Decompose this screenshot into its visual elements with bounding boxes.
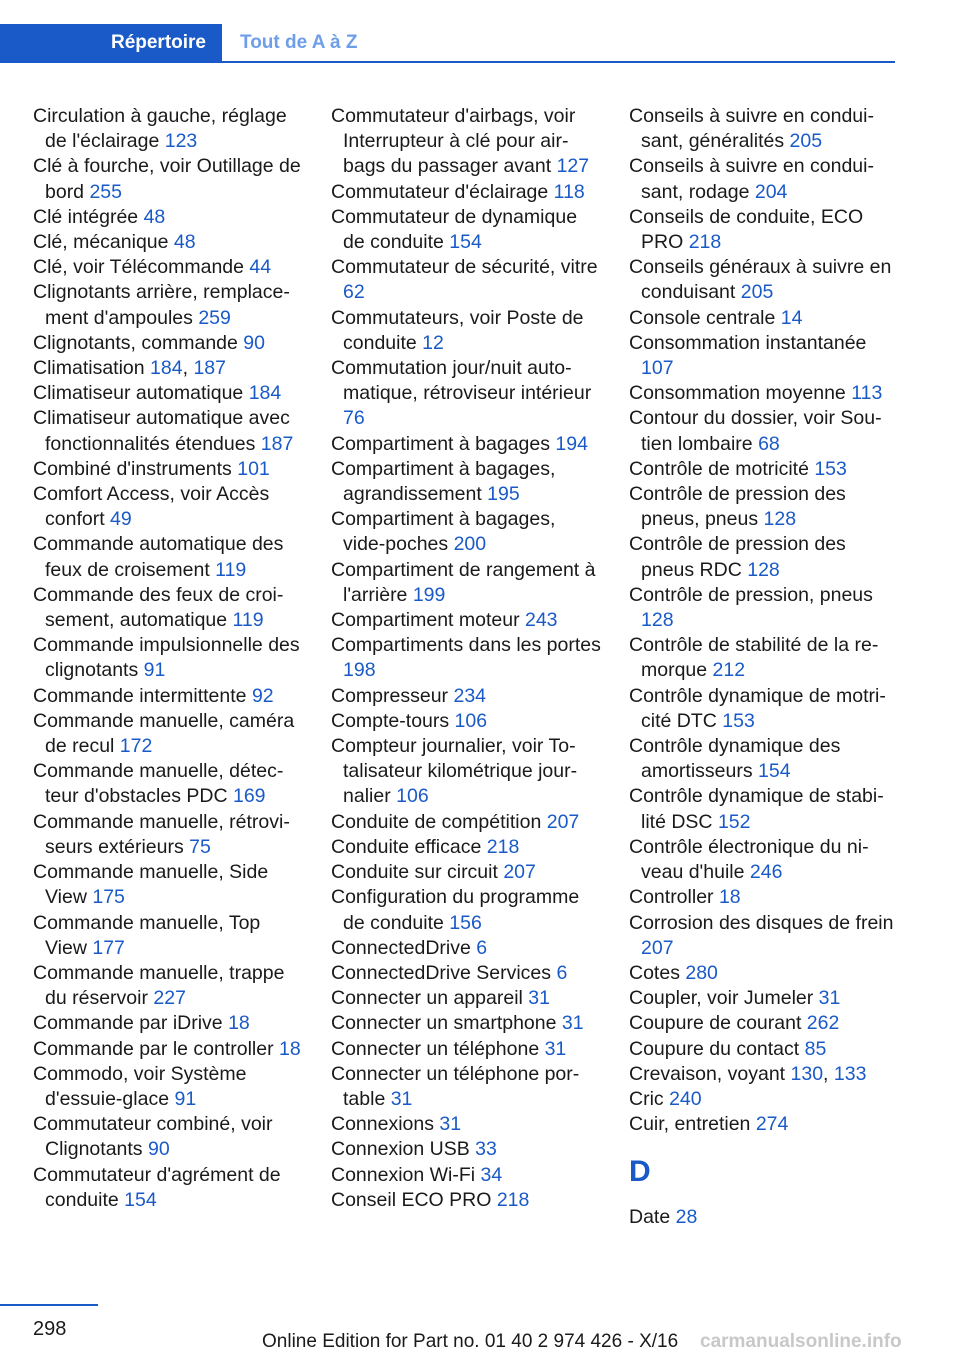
index-entry <box>331 1188 603 1213</box>
page-link[interactable]: 28 <box>675 1206 698 1229</box>
section-letter: D <box>629 1155 651 1189</box>
page-link[interactable]: 130 <box>790 1062 824 1085</box>
index-entry <box>33 1037 303 1062</box>
page-link[interactable]: 153 <box>814 457 847 480</box>
index-entry-text: Conduite de compétition <box>331 810 547 833</box>
page-link[interactable]: 218 <box>486 835 520 858</box>
index-entry <box>33 911 303 961</box>
index-entry <box>629 1205 901 1230</box>
index-entry-text: Commande intermittente <box>33 684 252 707</box>
index-entry <box>33 1011 303 1036</box>
page-link[interactable]: 48 <box>173 231 196 254</box>
page-link[interactable]: 14 <box>780 306 803 329</box>
index-entry <box>33 230 303 255</box>
index-entry <box>331 1112 603 1137</box>
index-entry-text: Compresseur <box>331 684 454 707</box>
index-entry <box>331 986 603 1011</box>
page-link[interactable]: 212 <box>712 659 746 682</box>
index-entry-text: Coupure de courant <box>629 1012 807 1035</box>
page-link[interactable]: 154 <box>758 760 791 783</box>
index-entry <box>629 205 901 255</box>
page-link[interactable]: 6 <box>476 936 488 959</box>
page-link[interactable]: 128 <box>747 558 780 581</box>
index-entry <box>331 558 603 608</box>
index-entry-text: Clignotants arrière, remplacement d'ampoules <box>33 281 290 329</box>
index-entry-text: Configuration du programme de conduite <box>331 886 580 934</box>
index-entry <box>629 734 901 784</box>
page-link[interactable]: 123 <box>164 130 198 153</box>
page-link[interactable]: 90 <box>243 331 265 354</box>
index-entry-text: Commande manuelle, rétroviseurs extérieurs <box>33 810 290 858</box>
page-link[interactable]: 49 <box>110 508 132 531</box>
index-entry-text: Compartiment moteur <box>331 609 525 632</box>
page-link[interactable]: 133 <box>833 1062 867 1085</box>
index-entry <box>33 684 303 709</box>
page-link[interactable]: 119 <box>215 558 247 581</box>
index-entry <box>33 633 303 683</box>
index-entry-text: Cuir, entretien <box>629 1113 756 1136</box>
index-entry <box>629 104 901 154</box>
page-link[interactable]: 31 <box>561 1012 584 1035</box>
page-link[interactable]: 172 <box>119 735 153 758</box>
page-link[interactable]: 187 <box>193 357 226 380</box>
index-entry-text: Compartiment à bagages, vide-poches <box>331 508 556 556</box>
page-link[interactable]: 18 <box>279 1037 301 1060</box>
index-entry <box>33 205 303 230</box>
index-column-3 <box>629 104 901 1231</box>
index-entry <box>33 104 303 154</box>
page-link[interactable]: 119 <box>232 609 264 632</box>
index-entry-text: Commande par le controller <box>33 1037 280 1060</box>
page-link[interactable]: 187 <box>260 432 294 455</box>
index-entry-text: Conduite efficace <box>331 835 487 858</box>
page-link[interactable]: 175 <box>92 886 125 909</box>
index-entry <box>331 936 603 961</box>
index-entry <box>331 1163 603 1188</box>
page-link[interactable]: 33 <box>475 1138 497 1161</box>
index-entry-text: Climatiseur automatique <box>33 382 249 405</box>
page-link[interactable]: 107 <box>641 357 674 380</box>
index-entry-text: Contrôle dynamique des amortisseurs <box>629 735 841 783</box>
index-entry <box>331 684 603 709</box>
page-link[interactable]: 243 <box>524 609 558 632</box>
index-entry-text: Climatisation <box>33 357 151 380</box>
index-entry-text: Conseils de conduite, ECO PRO <box>629 205 864 254</box>
index-entry-text: Connecter un téléphone portable <box>331 1062 580 1110</box>
page-link[interactable]: 205 <box>789 130 823 153</box>
page-link[interactable]: 48 <box>143 205 166 228</box>
page-link[interactable]: 184 <box>150 357 183 380</box>
page-link[interactable]: 106 <box>396 785 429 808</box>
index-entry-text: Contrôle dynamique de motricité DTC <box>629 684 886 732</box>
page-link[interactable]: 6 <box>556 961 568 984</box>
index-entry-text: Commutateur d'éclairage <box>331 180 554 203</box>
index-entry <box>331 633 603 683</box>
index-entry <box>331 860 603 885</box>
index-entry-text: Conseils généraux à suivre en conduisant <box>629 256 892 304</box>
index-entry <box>331 432 603 457</box>
page-link[interactable]: 280 <box>685 961 718 984</box>
index-entry <box>33 709 303 759</box>
index-entry <box>331 457 603 507</box>
index-entry <box>33 457 303 482</box>
index-entry <box>331 835 603 860</box>
page-link[interactable]: 31 <box>439 1113 462 1136</box>
index-entry-text: Connexions <box>331 1113 440 1136</box>
index-entry-text: Compartiments dans les portes <box>331 634 601 657</box>
index-entry-text: Connexion USB <box>331 1138 476 1161</box>
page-number: 298 <box>33 1318 67 1340</box>
index-entry <box>33 759 303 809</box>
index-entry <box>331 205 603 255</box>
index-entry <box>331 734 603 810</box>
page-separator: , <box>182 357 194 380</box>
index-entry-text: Cotes <box>629 961 686 984</box>
index-entry <box>629 1037 901 1062</box>
index-entry-text: Compartiment à bagages, agrandissement <box>331 457 556 506</box>
page-link[interactable]: 177 <box>92 936 125 959</box>
index-entry-text: Commutateur d'airbags, voir Interrupteur à clé pour airbags du passager avant <box>331 105 576 178</box>
page-link[interactable]: 76 <box>343 407 365 430</box>
page-link[interactable]: 152 <box>717 810 751 833</box>
index-entry-text: Connecter un appareil <box>331 987 529 1010</box>
index-entry-text: Clé, mécanique <box>33 231 174 254</box>
index-column-2 <box>331 104 603 1213</box>
page-link[interactable]: 18 <box>228 1012 250 1035</box>
page-link[interactable]: 240 <box>669 1087 702 1110</box>
index-entry-text: ConnectedDrive <box>331 936 477 959</box>
page-link[interactable]: 128 <box>641 609 674 632</box>
index-entry <box>331 1011 603 1036</box>
index-entry-text: Connecter un smartphone <box>331 1012 562 1035</box>
index-entry <box>629 583 901 633</box>
index-entry <box>331 608 603 633</box>
index-entry <box>331 885 603 935</box>
page-link[interactable]: 204 <box>754 180 788 203</box>
index-entry <box>629 457 901 482</box>
index-entry <box>629 381 901 406</box>
index-entry-text: Compartiment de rangement à l'arrière <box>331 558 596 606</box>
page-link[interactable]: 234 <box>453 684 487 707</box>
index-entry <box>331 255 603 305</box>
page-link[interactable]: 31 <box>528 987 550 1010</box>
index-entry-text: Commutateur combiné, voir Clignotants <box>33 1113 273 1161</box>
index-entry <box>33 1163 303 1213</box>
tab-tout-de-a-a-z[interactable] <box>240 24 358 61</box>
index-entry-text: Connexion Wi-Fi <box>331 1163 481 1186</box>
index-entry <box>331 1137 603 1162</box>
page-link[interactable]: 127 <box>556 155 590 178</box>
index-entry-text: Corrosion des disques de frein <box>629 911 894 934</box>
edition-note: Online Edition for Part no. 01 40 2 974 426 - X/16 <box>262 1331 679 1352</box>
index-entry <box>33 482 303 532</box>
page-link[interactable]: 90 <box>147 1138 170 1161</box>
index-entry-text: Clé intégrée <box>33 205 144 228</box>
index-entry <box>629 406 901 456</box>
page-link[interactable]: 85 <box>804 1037 827 1060</box>
page-link[interactable]: 31 <box>544 1037 567 1060</box>
page-link[interactable]: 259 <box>198 306 231 329</box>
index-entry-text: Coupure du contact <box>629 1037 805 1060</box>
index-entry <box>629 532 901 582</box>
index-entry <box>33 356 303 381</box>
index-entry <box>629 986 901 1011</box>
page-link[interactable]: 218 <box>496 1188 530 1211</box>
page-link[interactable]: 62 <box>343 281 365 304</box>
page-link[interactable]: 118 <box>553 180 585 203</box>
index-entry-text: Commande des feux de croisement, automatique <box>33 583 284 632</box>
index-entry-text: Commodo, voir Système d'essuie-glace <box>33 1062 247 1110</box>
index-entry-text: Commutateur de dynamique de conduite <box>331 205 578 254</box>
index-entry <box>629 633 901 683</box>
index-entry-text: Commande manuelle, Side View <box>33 861 269 909</box>
page-link[interactable]: 154 <box>449 231 482 254</box>
page-link[interactable]: 75 <box>189 835 211 858</box>
index-entry <box>33 255 303 280</box>
index-entry-text: Comfort Access, voir Accès confort <box>33 483 270 531</box>
index-entry-text: Commande impulsionnelle des clignotants <box>33 634 300 682</box>
index-entry-text: Conseils à suivre en conduisant, généralités <box>629 105 874 153</box>
index-entry <box>331 709 603 734</box>
page-link[interactable]: 18 <box>718 886 741 909</box>
index-entry-text: Clignotants, commande <box>33 331 244 354</box>
page-link[interactable]: 255 <box>89 180 122 203</box>
index-entry <box>629 255 901 305</box>
index-entry-text: Compartiment à bagages <box>331 432 556 455</box>
index-entry-text: Commande automatique des feux de croisement <box>33 533 284 581</box>
page-link[interactable]: 207 <box>546 810 580 833</box>
page-link[interactable]: 154 <box>124 1188 157 1211</box>
index-entry-text: ConnectedDrive Services <box>331 961 557 984</box>
index-entry-text: Connecter un téléphone <box>331 1037 545 1060</box>
page-link[interactable]: 113 <box>851 382 883 405</box>
header-tabbar <box>0 24 895 63</box>
index-entry-text: Clé à fourche, voir Outillage de bord <box>33 155 301 203</box>
index-entry-text: Consommation instantanée <box>629 331 867 354</box>
index-entry <box>33 154 303 204</box>
index-entry <box>629 482 901 532</box>
index-entry-text: Contour du dossier, voir Soutien lombaire <box>629 407 882 455</box>
page-link[interactable]: 68 <box>758 432 780 455</box>
index-entry-text: Conseils à suivre en conduisant, rodage <box>629 155 874 203</box>
index-entry <box>331 306 603 356</box>
page-link[interactable]: 101 <box>237 457 270 480</box>
index-entry <box>331 961 603 986</box>
index-entry <box>331 1037 603 1062</box>
index-entry <box>331 356 603 432</box>
index-entry-text: Contrôle électronique du niveau d'huile <box>629 835 869 884</box>
index-entry-text: Commande manuelle, trappe du réservoir <box>33 961 285 1010</box>
index-entry-text: Commande manuelle, caméra de recul <box>33 709 295 758</box>
index-entry-text: Commutateur de sécurité, vitre <box>331 256 598 279</box>
index-entry-text: Commutateurs, voir Poste de conduite <box>331 306 584 354</box>
index-entry-text: Cric <box>629 1087 670 1110</box>
index-entry <box>331 507 603 557</box>
page-link[interactable]: 169 <box>232 785 266 808</box>
index-entry <box>33 860 303 910</box>
tab-repertoire[interactable] <box>0 24 222 61</box>
page-link[interactable]: 218 <box>688 231 722 254</box>
index-entry <box>33 810 303 860</box>
index-entry-text: Contrôle de pression, pneus <box>629 583 873 606</box>
index-entry <box>33 406 303 456</box>
page-link[interactable]: 199 <box>412 583 446 606</box>
index-entry <box>629 835 901 885</box>
page-link[interactable]: 106 <box>454 709 488 732</box>
index-entry <box>33 583 303 633</box>
index-entry-text: Controller <box>629 886 719 909</box>
index-entry-text: Console centrale <box>629 306 781 329</box>
index-entry-text: Commande manuelle, détecteur d'obstacles PDC <box>33 760 284 808</box>
page-link[interactable]: 205 <box>740 281 774 304</box>
index-entry-text: Conduite sur circuit <box>331 861 504 884</box>
index-entry-text: Combiné d'instruments <box>33 457 238 480</box>
page-link[interactable]: 246 <box>749 861 783 884</box>
page-link[interactable]: 91 <box>174 1087 197 1110</box>
page-link[interactable]: 153 <box>722 709 755 732</box>
index-entry <box>33 381 303 406</box>
index-entry-text: Commutateur d'agrément de conduite <box>33 1163 281 1211</box>
page-separator: , <box>823 1062 834 1085</box>
index-entry <box>629 961 901 986</box>
page-link[interactable]: 274 <box>755 1113 789 1136</box>
index-entry-text: Climatiseur automatique avec fonctionnalités étendues <box>33 407 290 455</box>
index-entry <box>33 1112 303 1162</box>
page-link[interactable]: 91 <box>143 659 166 682</box>
tab-tout-de-a-a-z-label: Tout de A à Z <box>240 31 358 53</box>
index-entry-text: Commande manuelle, Top View <box>33 911 261 959</box>
page-link[interactable]: 227 <box>153 987 186 1010</box>
index-entry-text: Coupler, voir Jumeler <box>629 987 819 1010</box>
page-link[interactable]: 92 <box>251 684 274 707</box>
index-entry-text: Circulation à gauche, réglage de l'éclairage <box>33 105 287 153</box>
index-entry-text: Compte-tours <box>331 709 455 732</box>
index-entry-text: Consommation moyenne <box>629 382 852 405</box>
index-entry <box>629 331 901 381</box>
page-link[interactable]: 184 <box>248 382 282 405</box>
index-entry <box>629 784 901 834</box>
index-entry <box>33 331 303 356</box>
index-entry <box>331 104 603 180</box>
page-link[interactable]: 34 <box>480 1163 503 1186</box>
index-entry-text: Commutation jour/nuit automatique, rétroviseur intérieur <box>331 357 592 405</box>
page-link[interactable]: 200 <box>453 533 487 556</box>
index-entry <box>629 885 901 910</box>
index-entry-text: Contrôle dynamique de stabilité DSC <box>629 785 884 833</box>
index-entry <box>629 1062 901 1087</box>
page-link[interactable]: 262 <box>806 1012 840 1035</box>
page-link[interactable]: 12 <box>422 331 444 354</box>
index-entry <box>331 810 603 835</box>
index-entry <box>629 1011 901 1036</box>
index-entry <box>33 532 303 582</box>
index-entry-text: Commande par iDrive <box>33 1012 229 1035</box>
index-entry <box>33 1062 303 1112</box>
index-entry-text: Contrôle de pression des pneus, pneus <box>629 483 846 531</box>
watermark: carmanualsonline.info <box>700 1331 902 1352</box>
index-column-1 <box>33 104 303 1213</box>
index-entry-text: Crevaison, voyant <box>629 1062 791 1085</box>
page-link[interactable]: 195 <box>487 483 520 506</box>
index-entry-text: Clé, voir Télécommande <box>33 256 250 279</box>
index-entry <box>629 684 901 734</box>
index-entry-text: Conseil ECO PRO <box>331 1188 497 1211</box>
index-entry-text: Contrôle de stabilité de la remorque <box>629 634 879 682</box>
index-entry <box>331 180 603 205</box>
page-link[interactable]: 198 <box>343 659 376 682</box>
footer-divider <box>0 1304 98 1306</box>
index-entry-text: Contrôle de motricité <box>629 457 815 480</box>
index-entry <box>33 961 303 1011</box>
page-link[interactable]: 128 <box>763 508 797 531</box>
index-entry <box>629 154 901 204</box>
page-link[interactable]: 207 <box>641 936 674 959</box>
tab-repertoire-label: Répertoire <box>110 31 206 53</box>
page-link[interactable]: 31 <box>390 1087 413 1110</box>
page-link[interactable]: 194 <box>555 432 588 455</box>
page-link[interactable]: 31 <box>818 987 841 1010</box>
index-entry-text: Date <box>629 1206 676 1229</box>
page-link[interactable]: 156 <box>449 911 482 934</box>
index-entry-text: Contrôle de pression des pneus RDC <box>629 533 846 581</box>
index-entry <box>629 1112 901 1137</box>
index-entry <box>33 280 303 330</box>
index-entry <box>629 1087 901 1112</box>
page-link[interactable]: 44 <box>249 256 272 279</box>
page-link[interactable]: 207 <box>503 861 536 884</box>
index-entry <box>331 1062 603 1112</box>
index-entry <box>629 911 901 961</box>
index-entry-text: Compteur journalier, voir Totalisateur kilométrique journalier <box>331 735 578 808</box>
index-entry <box>629 306 901 331</box>
